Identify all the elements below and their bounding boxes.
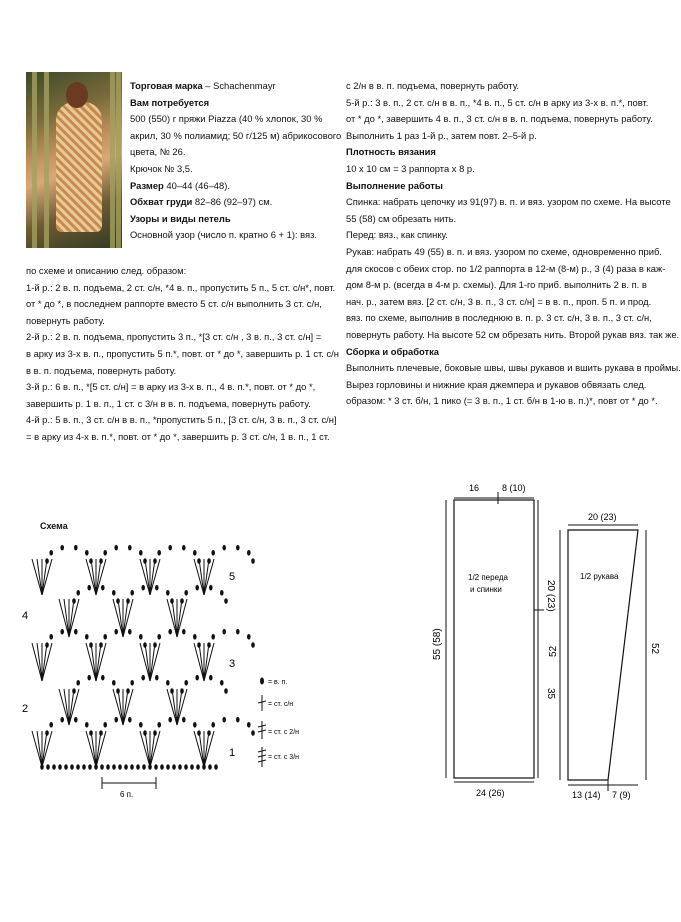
chain-stitch	[112, 764, 116, 770]
dc-stitch	[150, 559, 155, 595]
chain-stitch	[87, 675, 91, 681]
text-line: Перед: вяз., как спинку.	[346, 229, 448, 241]
text-line: 3-й р.: 6 в. п., *[5 ст. с/н] = в арку из 3-х в. п., 4 в. п.*, повт. от * до *,	[26, 381, 316, 393]
dc-stitch	[118, 689, 123, 725]
chain-stitch	[184, 590, 188, 596]
chain-stitch	[251, 642, 255, 648]
chain-stitch	[153, 642, 157, 648]
dim-55-58: 55 (58)	[432, 628, 443, 660]
dc-stitch	[64, 599, 69, 637]
dc-stitch	[42, 559, 47, 595]
right-column	[346, 78, 681, 410]
chain-stitch	[172, 764, 176, 770]
chain-stitch	[70, 764, 74, 770]
chain-stitch	[195, 585, 199, 591]
chain-stitch	[142, 764, 146, 770]
chain-stitch	[112, 590, 116, 596]
chain-stitch	[136, 764, 140, 770]
chain-stitch	[82, 764, 86, 770]
chain-stitch	[180, 688, 184, 694]
chain-stitch	[154, 764, 158, 770]
front-back-panel	[454, 500, 534, 778]
text-line: Обхват груди 82–86 (92–97) см.	[130, 196, 273, 208]
dc-stitch	[194, 731, 204, 767]
text-line: Вам потребуется	[130, 96, 210, 108]
chain-stitch	[160, 764, 164, 770]
text-line: 10 х 10 см = 3 раппорта х 8 р.	[346, 162, 475, 174]
panel-label-2: и спинки	[470, 585, 502, 594]
chain-stitch	[207, 730, 211, 736]
dc-stitch	[42, 643, 47, 681]
row-number-2: 2	[22, 703, 29, 715]
model-photo	[26, 72, 122, 248]
chain-stitch	[207, 558, 211, 564]
chain-stitch	[130, 764, 134, 770]
text-line: от * до *, в последнем раппорте вместо 5 ст. с/н выполнить 3 ст. с/н,	[26, 298, 322, 310]
dc-stitch	[145, 643, 150, 681]
chain-stitch	[124, 764, 128, 770]
text-line: дом 8-м р. (всегда в 4-м р. схемы). Для 1-го приб. выполнить 2 в. п. в	[346, 279, 647, 291]
dim-sleeve-bottom-a: 13 (14)	[572, 790, 601, 800]
text-line: Основной узор (число п. кратно 6 + 1): вяз.	[130, 229, 318, 241]
dc-stitch	[37, 731, 42, 767]
dc-stitch	[123, 689, 128, 725]
chain-stitch	[182, 717, 186, 723]
chain-stitch	[180, 598, 184, 604]
text-line: Крючок № 3,5.	[130, 162, 193, 174]
chain-stitch	[60, 629, 64, 635]
chain-stitch	[222, 629, 226, 635]
chain-stitch	[193, 634, 197, 640]
dc-stitch	[96, 559, 106, 595]
text-line: повернуть работу.	[26, 314, 105, 326]
chain-stitch	[196, 764, 200, 770]
dc-stitch	[150, 643, 160, 681]
dc-stitch	[86, 643, 96, 681]
chain-stitch	[60, 717, 64, 723]
dc-stitch	[204, 643, 214, 681]
chain-stitch	[236, 717, 240, 723]
chain-stitch	[49, 722, 53, 728]
chain-stitch	[76, 680, 80, 686]
text-line: 2-й р.: 2 в. п. подъема, пропустить 3 п., *[3 ст. с/н , 3 в. п., 3 ст. с/н] =	[26, 331, 322, 343]
dc-stitch	[194, 643, 204, 681]
dim-sleeve-top: 20 (23)	[588, 512, 617, 522]
text-line: 1-й р.: 2 в. п. подъема, 2 ст. с/н, *4 в. п., пропустить 5 п., 5 ст. с/н*, повт.	[26, 281, 336, 293]
text-line: от * до *, завершить 4 в. п., 3 ст. с/н в в. п. подъема, повернуть работу.	[346, 113, 653, 125]
section-heading: Выполнение работы	[346, 179, 443, 191]
chain-stitch	[114, 629, 118, 635]
sleeve-schematic	[542, 505, 668, 810]
chain-stitch	[114, 717, 118, 723]
chain-stitch	[182, 545, 186, 551]
chain-stitch	[85, 634, 89, 640]
chain-stitch	[190, 764, 194, 770]
dc-stitch	[123, 599, 128, 637]
chain-stitch	[224, 688, 228, 694]
chain-stitch	[168, 545, 172, 551]
chain-symbol	[260, 678, 264, 685]
chain-stitch	[72, 688, 76, 694]
chain-stitch	[103, 634, 107, 640]
dc-stitch	[96, 731, 106, 767]
repeat-label: 6 п.	[120, 790, 134, 799]
dc-stitch	[86, 559, 96, 595]
dc-stitch	[140, 643, 150, 681]
dc-stitch	[199, 643, 204, 681]
chain-stitch	[184, 764, 188, 770]
chain-stitch	[99, 642, 103, 648]
crochet-diagram	[0, 535, 330, 815]
dc-stitch	[69, 599, 74, 637]
dim-24-26: 24 (26)	[476, 788, 505, 798]
dc-stitch	[91, 643, 96, 681]
sleeve-label: 1/2 рукава	[580, 572, 619, 581]
dc-stitch	[42, 559, 52, 595]
dc-stitch	[86, 731, 96, 767]
text-line: Спинка: набрать цепочку из 91(97) в. п. и вяз. узором по схеме. На высоте	[346, 196, 671, 208]
dc-stitch	[204, 731, 214, 767]
chain-stitch	[207, 642, 211, 648]
chain-stitch	[76, 590, 80, 596]
text-line: для скосов с обеих стор. по 1/2 раппорта в 12-м (8-м) р., 3 (4) раза в каж-	[346, 262, 666, 274]
chain-stitch	[139, 550, 143, 556]
dc-stitch	[199, 559, 204, 595]
chain-stitch	[236, 545, 240, 551]
chain-stitch	[114, 545, 118, 551]
chain-stitch	[85, 550, 89, 556]
dc-stitch	[42, 731, 47, 767]
row-number-3: 3	[229, 658, 236, 670]
chain-stitch	[220, 590, 224, 596]
chain-stitch	[155, 585, 159, 591]
chain-stitch	[103, 722, 107, 728]
dim-sleeve-right: 52	[649, 643, 660, 655]
dim-35: 35	[545, 688, 556, 700]
dc-stitch	[42, 731, 52, 767]
legend-tr: = ст. с 2/н	[268, 729, 300, 736]
chain-stitch	[45, 558, 49, 564]
dc-stitch	[140, 559, 150, 595]
dc-stitch	[69, 689, 74, 725]
chain-stitch	[247, 722, 251, 728]
text-line: 55 (58) см обрезать нить.	[346, 212, 457, 224]
chain-stitch	[141, 675, 145, 681]
chain-stitch	[106, 764, 110, 770]
chain-stitch	[236, 629, 240, 635]
chain-stitch	[247, 550, 251, 556]
text-line: Рукав: набрать 49 (55) в. п. и вяз. узором по схеме, одновременно приб.	[346, 245, 662, 257]
dc-stitch	[118, 599, 123, 637]
chain-stitch	[130, 680, 134, 686]
chain-stitch	[184, 680, 188, 686]
chain-stitch	[195, 675, 199, 681]
chain-stitch	[112, 680, 116, 686]
chain-stitch	[60, 545, 64, 551]
row-number-1: 1	[229, 747, 236, 759]
chain-stitch	[126, 688, 130, 694]
text-line: Выполнить 1 раз 1-й р., затем повт. 2–5-й р.	[346, 129, 537, 141]
text-line: 4-й р.: 5 в. п., 3 ст. с/н в в. п., *пропустить 5 п., [3 ст. с/н, 3 в. п., 3 ст. с/н]	[26, 414, 337, 426]
text-line: в в. п. подъема, повернуть работу.	[26, 364, 177, 376]
dc-stitch	[32, 643, 42, 681]
chain-stitch	[251, 730, 255, 736]
dc-stitch	[140, 731, 150, 767]
sleeve-panel	[568, 530, 638, 780]
dim-sleeve-left: 52	[548, 645, 559, 657]
chain-stitch	[128, 545, 132, 551]
chain-stitch	[222, 717, 226, 723]
dc-stitch	[64, 689, 69, 725]
chain-stitch	[168, 629, 172, 635]
text-line: = в арку из 4-х в. п.*, повт. от * до *, завершить р. 3 ст. с/н, 1 в. п., 1 ст.	[26, 430, 330, 442]
chain-stitch	[58, 764, 62, 770]
chain-stitch	[209, 585, 213, 591]
chain-stitch	[157, 722, 161, 728]
dc-stitch	[32, 559, 42, 595]
chain-stitch	[99, 730, 103, 736]
dc-stitch	[172, 599, 177, 637]
chain-stitch	[64, 764, 68, 770]
chain-stitch	[45, 730, 49, 736]
chain-stitch	[118, 764, 122, 770]
chain-stitch	[178, 764, 182, 770]
row-number-4: 4	[22, 610, 29, 622]
text-line: 500 (550) г пряжи Piazza (40 % хлопок, 30 %	[130, 113, 323, 125]
chain-stitch	[220, 680, 224, 686]
chain-stitch	[153, 730, 157, 736]
text-line: акрил, 30 % полиамид; 50 г/125 м) абрикосового	[130, 129, 342, 141]
chain-stitch	[209, 675, 213, 681]
dc-stitch	[204, 731, 209, 767]
section-heading: Сборка и обработка	[346, 345, 440, 357]
chain-stitch	[166, 590, 170, 596]
panel-label-1: 1/2 переда	[468, 573, 508, 582]
dc-stitch	[96, 643, 106, 681]
dc-stitch	[204, 559, 209, 595]
chain-stitch	[157, 550, 161, 556]
chain-stitch	[46, 764, 50, 770]
chain-stitch	[211, 550, 215, 556]
chain-stitch	[193, 722, 197, 728]
text-line: завершить р. 1 в. п., 1 ст. с 3/н в в. п. подъема, повернуть работу.	[26, 397, 311, 409]
legend-dc: = ст. с/н	[268, 701, 294, 708]
dc-stitch	[32, 731, 42, 767]
dc-stitch	[204, 559, 214, 595]
text-line: цвета, № 26.	[130, 146, 186, 158]
chain-stitch	[208, 764, 212, 770]
dc-stitch	[172, 689, 177, 725]
dc-stitch	[150, 731, 160, 767]
chain-stitch	[211, 722, 215, 728]
chain-stitch	[211, 634, 215, 640]
chain-stitch	[100, 764, 104, 770]
dc-stitch	[150, 559, 160, 595]
dc-stitch	[150, 731, 155, 767]
left-column-bottom	[26, 263, 339, 446]
dim-20-23: 20 (23)	[545, 580, 556, 612]
text-line: в арку из 3-х в. п., пропустить 5 п.*, повт. от * до *, завершить р. 1 ст. с/н	[26, 347, 339, 359]
text-line: нач. р., затем вяз. [2 ст. с/н, 3 в. п., 3 ст. с/н] = в в. п., проп. 5 п. и прод.	[346, 295, 652, 307]
left-column-top	[130, 78, 341, 244]
chain-stitch	[101, 585, 105, 591]
dc-stitch	[199, 731, 204, 767]
dim-sleeve-bottom-b: 7 (9)	[612, 790, 631, 800]
chain-stitch	[87, 585, 91, 591]
chain-stitch	[130, 590, 134, 596]
text-line: Узоры и виды петель	[130, 212, 231, 224]
diagram-title: Схема	[40, 521, 68, 531]
chain-stitch	[166, 764, 170, 770]
chain-stitch	[76, 764, 80, 770]
dc-stitch	[194, 559, 204, 595]
chain-stitch	[214, 764, 218, 770]
section-heading: Плотность вязания	[346, 146, 436, 158]
chart-layer	[32, 545, 255, 770]
dim-16: 16	[469, 483, 480, 493]
text-line: Выполнить плечевые, боковые швы, швы рукавов и вшить рукава в проймы.	[346, 362, 681, 374]
text-line: с 2/н в в. п. подъема, повернуть работу.	[346, 80, 520, 91]
chain-stitch	[74, 545, 78, 551]
chain-stitch	[224, 598, 228, 604]
chain-stitch	[72, 598, 76, 604]
dc-stitch	[96, 731, 101, 767]
chain-stitch	[128, 717, 132, 723]
dc-stitch	[37, 559, 42, 595]
dc-stitch	[91, 731, 96, 767]
row-number-5: 5	[229, 571, 236, 583]
dc-stitch	[150, 643, 155, 681]
chain-stitch	[45, 642, 49, 648]
chain-stitch	[166, 680, 170, 686]
legend-chain: = в. п.	[268, 679, 288, 686]
chain-stitch	[193, 550, 197, 556]
chain-stitch	[52, 764, 56, 770]
chain-stitch	[49, 634, 53, 640]
chain-stitch	[74, 717, 78, 723]
chain-stitch	[251, 558, 255, 564]
dc-stitch	[37, 643, 42, 681]
text-line: образом: * 3 ст. б/н, 1 пико (= 3 в. п., 1 ст. б/н в 1-ю в. п.)*, повт от * до *.	[346, 395, 658, 407]
chain-stitch	[103, 550, 107, 556]
dc-stitch	[204, 643, 209, 681]
chain-stitch	[101, 675, 105, 681]
dim-8-10: 8 (10)	[502, 483, 526, 493]
dc-stitch	[42, 643, 52, 681]
dc-stitch	[177, 599, 182, 637]
text-line: по схеме и описанию след. образом:	[26, 265, 187, 276]
chain-stitch	[139, 634, 143, 640]
chain-stitch	[168, 717, 172, 723]
chain-stitch	[141, 585, 145, 591]
chain-stitch	[88, 764, 92, 770]
chain-stitch	[99, 558, 103, 564]
chain-stitch	[85, 722, 89, 728]
chain-stitch	[74, 629, 78, 635]
dc-stitch	[96, 559, 101, 595]
chain-stitch	[247, 634, 251, 640]
chain-stitch	[126, 598, 130, 604]
chain-stitch	[182, 629, 186, 635]
text-line: Размер 40–44 (46–48).	[130, 179, 230, 191]
chain-stitch	[128, 629, 132, 635]
text-line: вяз. по схеме, выполнив в последнюю в. п. р. 3 ст. с/н, 3 в. п., 3 ст. с/н,	[346, 312, 652, 324]
dc-stitch	[145, 559, 150, 595]
legend-dtr: = ст. с 3/н	[268, 754, 300, 761]
chain-stitch	[139, 722, 143, 728]
text-line: Торговая марка – Schachenmayr	[130, 80, 276, 91]
text-line: 5-й р.: 3 в. п., 2 ст. с/н в в. п., *4 в. п., 5 ст. с/н в арку из 3-х в. п.*, повт.	[346, 96, 649, 108]
text-line: Вырез горловины и нижние края джемпера и рукавов обвязать след.	[346, 378, 647, 390]
text-line: повернуть работу. На высоте 52 см обрезать нить. Второй рукав вяз. так же.	[346, 328, 680, 340]
dc-stitch	[96, 643, 101, 681]
dc-stitch	[177, 689, 182, 725]
chain-stitch	[157, 634, 161, 640]
chain-stitch	[153, 558, 157, 564]
chain-stitch	[155, 675, 159, 681]
dc-stitch	[91, 559, 96, 595]
chain-stitch	[222, 545, 226, 551]
dc-stitch	[145, 731, 150, 767]
chain-stitch	[49, 550, 53, 556]
